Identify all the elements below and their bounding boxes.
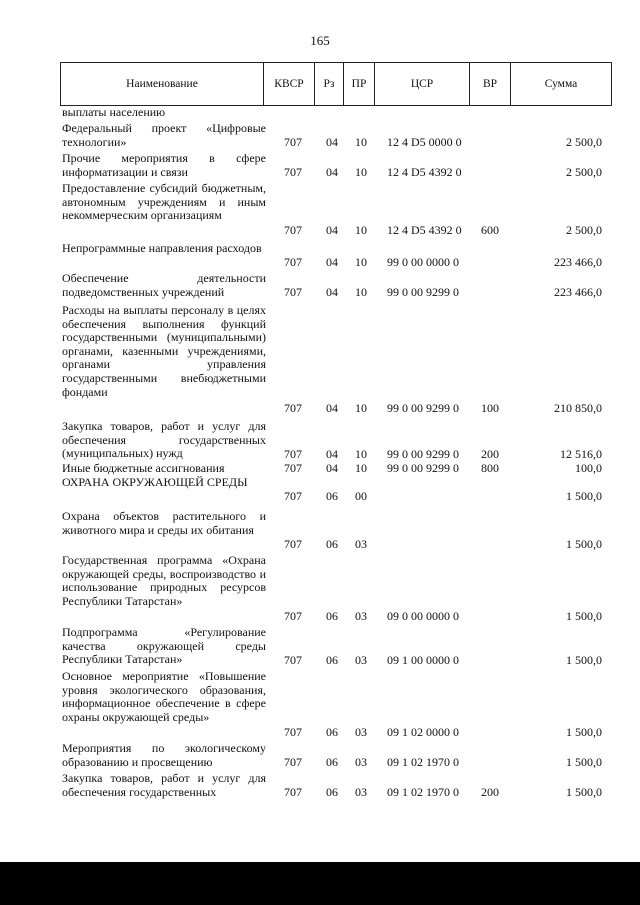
row-sum: 210 850,0 (554, 401, 602, 416)
row-pr: 10 (355, 285, 367, 300)
row-rz: 04 (326, 447, 338, 462)
table-row (0, 510, 640, 552)
row-rz: 04 (326, 461, 338, 476)
table-row (0, 742, 640, 770)
row-kvsr: 707 (284, 461, 302, 476)
row-csr: 09 1 02 1970 0 (387, 785, 459, 800)
row-rz: 04 (326, 401, 338, 416)
row-pr: 03 (355, 755, 367, 770)
row-rz: 04 (326, 135, 338, 150)
table-row (0, 554, 640, 624)
row-csr: 12 4 D5 0000 0 (387, 135, 462, 150)
row-sum: 1 500,0 (566, 653, 602, 668)
header-vr: ВР (469, 63, 510, 105)
row-csr: 12 4 D5 4392 0 (387, 223, 462, 238)
row-rz: 06 (326, 755, 338, 770)
row-kvsr: 707 (284, 489, 302, 504)
row-vr: 200 (481, 785, 499, 800)
header-pr: ПР (343, 63, 374, 105)
table-row (0, 106, 640, 120)
row-name: Федеральный проект «Цифровые технологии» (62, 121, 266, 149)
row-sum: 1 500,0 (566, 537, 602, 552)
row-kvsr: 707 (284, 223, 302, 238)
row-pr: 03 (355, 725, 367, 740)
row-name: выплаты населению (62, 105, 166, 119)
row-pr: 03 (355, 653, 367, 668)
row-vr: 100 (481, 401, 499, 416)
row-csr: 09 0 00 0000 0 (387, 609, 459, 624)
header-csr: ЦСР (374, 63, 469, 105)
row-sum: 100,0 (575, 461, 602, 476)
row-pr: 00 (355, 489, 367, 504)
table-row (0, 476, 640, 504)
row-name: Прочие мероприятия в сфере информатизации и связи (62, 151, 266, 179)
row-sum: 2 500,0 (566, 135, 602, 150)
row-csr: 99 0 00 9299 0 (387, 285, 459, 300)
row-sum: 223 466,0 (554, 255, 602, 270)
table-row (0, 462, 640, 476)
row-kvsr: 707 (284, 401, 302, 416)
row-kvsr: 707 (284, 447, 302, 462)
row-pr: 03 (355, 609, 367, 624)
row-rz: 06 (326, 725, 338, 740)
row-sum: 2 500,0 (566, 165, 602, 180)
row-name: Иные бюджетные ассигнования (62, 461, 225, 475)
row-kvsr: 707 (284, 755, 302, 770)
row-kvsr: 707 (284, 653, 302, 668)
row-csr: 99 0 00 0000 0 (387, 255, 459, 270)
row-rz: 06 (326, 653, 338, 668)
table-row (0, 772, 640, 800)
row-rz: 04 (326, 165, 338, 180)
row-vr: 600 (481, 223, 499, 238)
row-pr: 10 (355, 165, 367, 180)
row-rz: 06 (326, 489, 338, 504)
row-sum: 12 516,0 (560, 447, 602, 462)
row-sum: 1 500,0 (566, 755, 602, 770)
row-sum: 1 500,0 (566, 725, 602, 740)
row-kvsr: 707 (284, 785, 302, 800)
row-name: Подпрограмма «Регулирование качества окружающей среды Республики Татарстан» (62, 625, 266, 667)
row-kvsr: 707 (284, 725, 302, 740)
row-kvsr: 707 (284, 135, 302, 150)
header-name: Наименование (126, 78, 198, 90)
row-kvsr: 707 (284, 165, 302, 180)
row-rz: 06 (326, 537, 338, 552)
table-row (0, 626, 640, 668)
row-vr: 200 (481, 447, 499, 462)
row-pr: 10 (355, 223, 367, 238)
row-rz: 06 (326, 785, 338, 800)
row-vr: 800 (481, 461, 499, 476)
row-name: Закупка товаров, работ и услуг для обеспечения государственных (62, 771, 266, 799)
row-csr: 09 1 02 1970 0 (387, 755, 459, 770)
row-pr: 10 (355, 401, 367, 416)
row-csr: 99 0 00 9299 0 (387, 461, 459, 476)
table-row (0, 272, 640, 300)
row-csr: 99 0 00 9299 0 (387, 401, 459, 416)
row-rz: 06 (326, 609, 338, 624)
row-sum: 1 500,0 (566, 489, 602, 504)
row-name: Основное мероприятие «Повышение уровня экологического образования, информационное обеспечение в сфере охраны окружающей среды» (62, 669, 266, 724)
row-pr: 03 (355, 537, 367, 552)
scan-edge (0, 862, 640, 905)
row-sum: 223 466,0 (554, 285, 602, 300)
row-csr: 09 1 00 0000 0 (387, 653, 459, 668)
row-name: Государственная программа «Охрана окружающей среды, воспроизводство и использование природных ресурсов Республики Татарстан» (62, 553, 266, 608)
row-pr: 10 (355, 447, 367, 462)
row-sum: 2 500,0 (566, 223, 602, 238)
row-pr: 03 (355, 785, 367, 800)
header-kvsr: КВСР (263, 63, 314, 105)
row-name: Непрограммные направления расходов (62, 241, 262, 255)
header-rz: Рз (314, 63, 343, 105)
table-row (0, 420, 640, 462)
row-sum: 1 500,0 (566, 609, 602, 624)
row-rz: 04 (326, 223, 338, 238)
row-rz: 04 (326, 255, 338, 270)
row-name: Закупка товаров, работ и услуг для обеспечения государственных (муниципальных) нужд (62, 419, 266, 461)
row-kvsr: 707 (284, 609, 302, 624)
row-pr: 10 (355, 255, 367, 270)
row-sum: 1 500,0 (566, 785, 602, 800)
row-name: Охрана объектов растительного и животного мира и среды их обитания (62, 509, 266, 537)
row-kvsr: 707 (284, 537, 302, 552)
table-row (0, 182, 640, 238)
row-name: ОХРАНА ОКРУЖАЮЩЕЙ СРЕДЫ (62, 475, 248, 489)
table-row (0, 122, 640, 150)
table-header (60, 62, 612, 106)
row-kvsr: 707 (284, 255, 302, 270)
header-sum: Сумма (510, 63, 611, 105)
row-name: Предоставление субсидий бюджетным, автономным учреждениям и иным некоммерческим организациям (62, 181, 266, 223)
row-kvsr: 707 (284, 285, 302, 300)
table-row (0, 242, 640, 270)
row-name: Обеспечение деятельности подведомственных учреждений (62, 271, 266, 299)
row-pr: 10 (355, 461, 367, 476)
row-pr: 10 (355, 135, 367, 150)
row-csr: 12 4 D5 4392 0 (387, 165, 462, 180)
page-number: 165 (310, 33, 330, 48)
row-csr: 99 0 00 9299 0 (387, 447, 459, 462)
row-name: Мероприятия по экологическому образованию и просвещению (62, 741, 266, 769)
row-rz: 04 (326, 285, 338, 300)
table-row (0, 670, 640, 740)
row-name: Расходы на выплаты персоналу в целях обеспечения выполнения функций государственными (муниципальными) органами, казенными учреждениями, органами управления государственными внебюджетными фондами (62, 303, 266, 399)
table-row (0, 152, 640, 180)
table-row (0, 304, 640, 416)
row-csr: 09 1 02 0000 0 (387, 725, 459, 740)
